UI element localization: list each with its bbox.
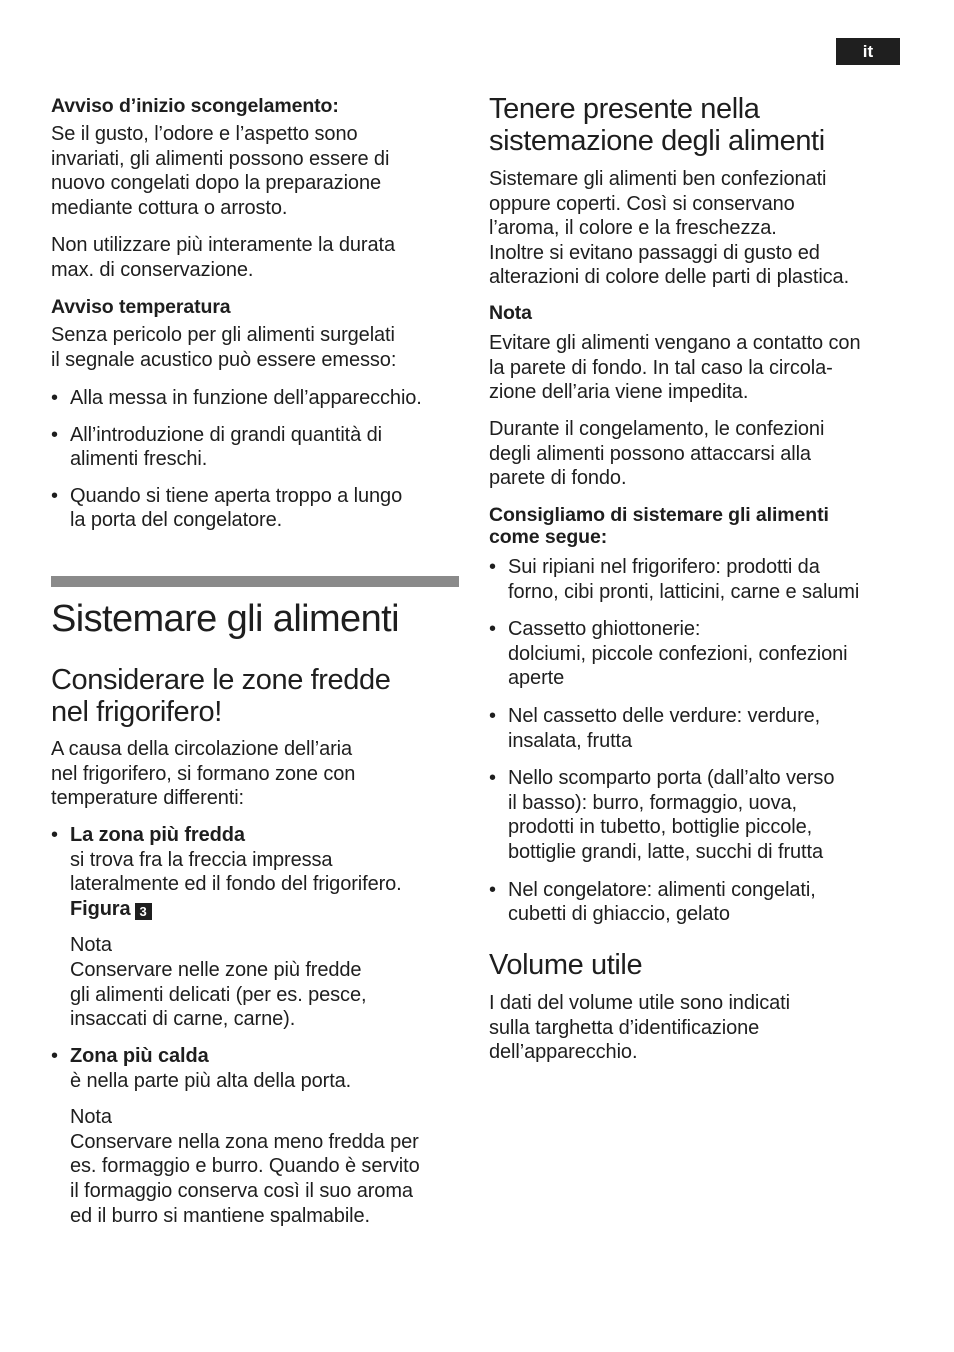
- storage-line: max. di conservazione.: [51, 258, 254, 281]
- list-item: [51, 484, 471, 533]
- figure-number-badge: 3: [135, 903, 152, 920]
- bullet-dot: •: [51, 824, 59, 846]
- zones-heading: [51, 664, 390, 728]
- volume-heading: Volume utile: [489, 949, 643, 981]
- zones-intro-line: nel frigorifero, si formano zone con: [51, 762, 356, 785]
- volume-line: sulla targhetta d’identificazione: [489, 1016, 760, 1039]
- bullet-line: la porta del congelatore.: [70, 509, 283, 532]
- advice-heading: [489, 504, 829, 548]
- advice-heading-line: come segue:: [489, 526, 608, 548]
- zones-intro-line: temperature differenti:: [51, 787, 244, 810]
- bullet-dot: •: [51, 1045, 59, 1067]
- bullet-line: aperte: [508, 667, 565, 690]
- placement-line: oppure coperti. Così si conservano: [489, 192, 795, 215]
- note-line: insaccati di carne, carne).: [70, 1008, 296, 1031]
- zones-heading-line: nel frigorifero!: [51, 696, 222, 728]
- note-line: Conservare nelle zone più fredde: [70, 958, 362, 981]
- bullet-line: Sui ripiani nel frigorifero: prodotti da: [508, 556, 820, 578]
- bullet-line: bottiglie grandi, latte, succhi di frutta: [508, 840, 823, 863]
- placement-line: Inoltre si evitano passaggi di gusto ed: [489, 241, 820, 264]
- advice-bullet-list: [489, 555, 909, 927]
- note-line: gli alimenti delicati (per es. pesce,: [70, 983, 367, 1006]
- section-title: Sistemare gli alimenti: [51, 598, 399, 640]
- freezing-line: degli alimenti possono attaccarsi alla: [489, 442, 811, 465]
- bullet-line: prodotti in tubetto, bottiglie piccole,: [508, 816, 813, 839]
- volume-line: I dati del volume utile sono indicati: [489, 992, 790, 1014]
- temperature-bullet-list: [51, 386, 471, 533]
- figure-reference: [70, 897, 471, 922]
- placement-line: l’aroma, il colore e la freschezza.: [489, 217, 777, 240]
- bullet-dot: •: [489, 618, 497, 641]
- list-item: [489, 617, 909, 691]
- freezing-line: Durante il congelamento, le confezioni: [489, 418, 825, 440]
- note-line: es. formaggio e burro. Quando è servito: [70, 1155, 420, 1178]
- coldest-zone-label: La zona più fredda: [70, 824, 245, 846]
- thaw-line: Se il gusto, l’odore e l’aspetto sono: [51, 123, 358, 145]
- list-item: [489, 555, 909, 604]
- list-item: [489, 878, 909, 927]
- list-item: [51, 423, 471, 472]
- list-item: [51, 386, 471, 411]
- volume-paragraph: [489, 991, 790, 1065]
- bullet-dot: •: [489, 767, 497, 790]
- note-label: Nota: [489, 302, 532, 324]
- list-item: [489, 766, 909, 864]
- bullet-line: Nello scomparto porta (dall’alto verso: [508, 767, 835, 790]
- bullet-line: Alla messa in funzione dell’apparecchio.: [70, 387, 422, 409]
- placement-heading: [489, 93, 825, 157]
- warmest-zone-label: Zona più calda: [70, 1045, 209, 1067]
- storage-paragraph: [51, 233, 395, 282]
- volume-line: dell’apparecchio.: [489, 1041, 638, 1064]
- note-line: Conservare nella zona meno fredda per: [70, 1130, 419, 1153]
- note-line: Evitare gli alimenti vengano a contatto con: [489, 332, 861, 354]
- bullet-line: cubetti di ghiaccio, gelato: [508, 903, 730, 926]
- advice-heading-line: Consigliamo di sistemare gli alimenti: [489, 504, 829, 526]
- note-label: Nota: [70, 1106, 112, 1129]
- coldest-zone-line: si trova fra la freccia impressa: [70, 848, 333, 871]
- bullet-line: insalata, frutta: [508, 729, 633, 752]
- freezing-line: parete di fondo.: [489, 467, 627, 490]
- storage-line: Non utilizzare più interamente la durata: [51, 234, 395, 256]
- placement-paragraph: [489, 167, 849, 290]
- bullet-dot: •: [489, 556, 497, 578]
- warmest-zone-line: è nella parte più alta della porta.: [70, 1069, 352, 1092]
- placement-line: Sistemare gli alimenti ben confezionati: [489, 168, 827, 190]
- figure-label: Figura: [70, 897, 131, 920]
- bullet-dot: •: [489, 878, 497, 901]
- bullet-line: Nel cassetto delle verdure: verdure,: [508, 704, 821, 727]
- coldest-zone-item: [51, 823, 471, 1032]
- note-line: ed il burro si mantiene spalmabile.: [70, 1204, 370, 1227]
- freezing-paragraph: [489, 417, 824, 491]
- warmest-zone-item: [51, 1044, 471, 1228]
- bullet-line: il basso): burro, formaggio, uova,: [508, 791, 797, 814]
- temperature-line: il segnale acustico può essere emesso:: [51, 348, 397, 371]
- temperature-heading: Avviso temperatura: [51, 296, 231, 318]
- zones-intro: [51, 737, 355, 811]
- list-item: [489, 704, 909, 753]
- bullet-line: Cassetto ghiottonerie:: [508, 618, 701, 641]
- thaw-line: nuovo congelati dopo la preparazione: [51, 172, 381, 195]
- bullet-line: Quando si tiene aperta troppo a lungo: [70, 484, 403, 507]
- thaw-heading: Avviso d’inizio scongelamento:: [51, 95, 339, 117]
- bullet-dot: •: [489, 704, 497, 727]
- bullet-dot: •: [51, 387, 59, 409]
- bullet-line: Nel congelatore: alimenti congelati,: [508, 878, 816, 901]
- thaw-line: mediante cottura o arrosto.: [51, 196, 288, 219]
- placement-line: alterazioni di colore delle parti di plastica.: [489, 266, 850, 289]
- bullet-dot: •: [51, 423, 59, 446]
- coldest-zone-line: lateralmente ed il fondo del frigorifero.: [70, 873, 402, 896]
- bullet-line: forno, cibi pronti, latticini, carne e salumi: [508, 580, 860, 603]
- placement-heading-line: Tenere presente nella: [489, 93, 760, 125]
- bullet-line: alimenti freschi.: [70, 448, 208, 471]
- language-tab: it: [836, 38, 900, 65]
- note-label: Nota: [70, 934, 112, 957]
- bullet-line: All’introduzione di grandi quantità di: [70, 423, 382, 446]
- temperature-line: Senza pericolo per gli alimenti surgelati: [51, 324, 395, 346]
- bullet-line: dolciumi, piccole confezioni, confezioni: [508, 642, 848, 665]
- zones-intro-line: A causa della circolazione dell’aria: [51, 738, 353, 760]
- temperature-paragraph: [51, 323, 396, 372]
- zones-heading-line: Considerare le zone fredde: [51, 664, 391, 696]
- note-line: zione dell’aria viene impedita.: [489, 381, 749, 404]
- section-divider: [51, 576, 459, 587]
- note-paragraph: [489, 331, 860, 405]
- thaw-paragraph: [51, 122, 389, 220]
- note-line: la parete di fondo. In tal caso la circola-: [489, 356, 833, 379]
- note-line: il formaggio conserva così il suo aroma: [70, 1179, 413, 1202]
- thaw-line: invariati, gli alimenti possono essere di: [51, 147, 390, 170]
- placement-heading-line: sistemazione degli alimenti: [489, 125, 825, 157]
- bullet-dot: •: [51, 484, 59, 507]
